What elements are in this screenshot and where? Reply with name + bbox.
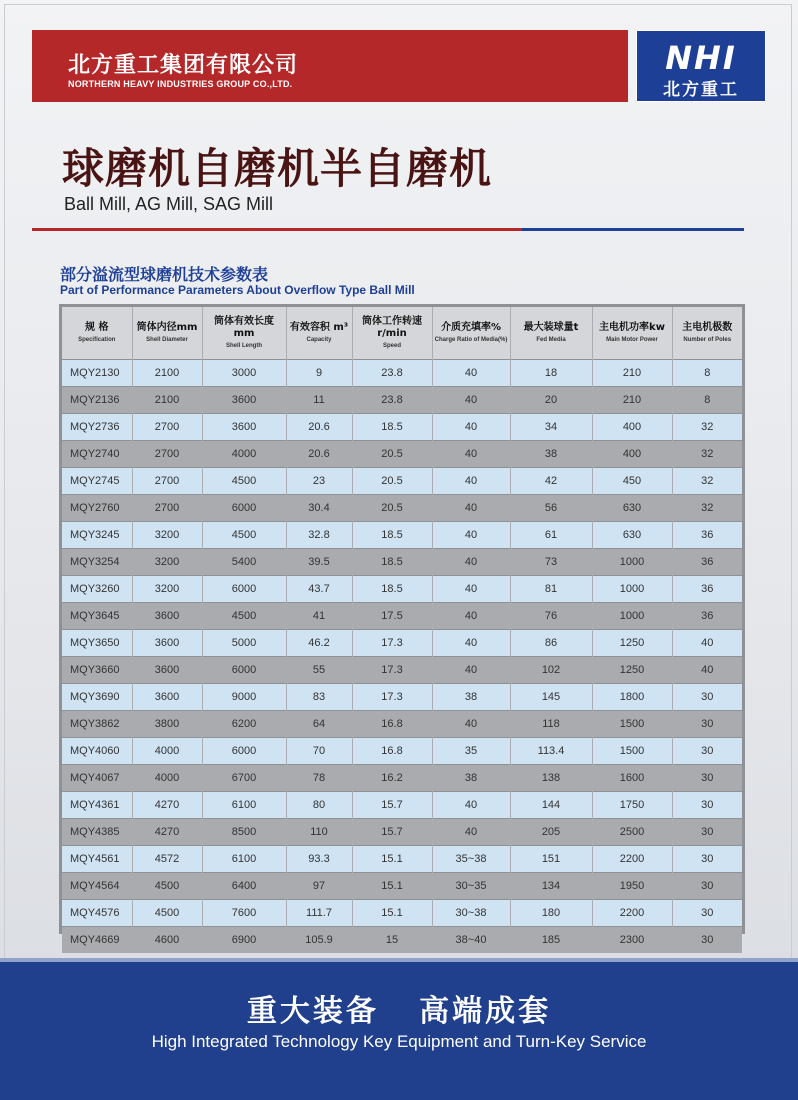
table-cell: 40 xyxy=(432,522,510,549)
table-row xyxy=(62,387,742,414)
table-cell: 20.5 xyxy=(352,495,432,522)
table-cell: 4500 xyxy=(202,468,286,495)
table-cell: 20.6 xyxy=(286,414,352,441)
table-row xyxy=(62,657,742,684)
table-cell: 35 xyxy=(432,738,510,765)
column-header-en: Charge Ratio of Media(%) xyxy=(434,336,508,343)
table-cell: 6000 xyxy=(202,495,286,522)
page-title-cn: 球磨机自磨机半自磨机 xyxy=(62,144,493,193)
table-cell: 2700 xyxy=(132,495,202,522)
column-header xyxy=(672,307,742,360)
table-cell: 180 xyxy=(510,900,592,927)
table-cell: 3600 xyxy=(132,630,202,657)
table-cell: 56 xyxy=(510,495,592,522)
table-cell: 3600 xyxy=(132,684,202,711)
table-row xyxy=(62,441,742,468)
company-name-en: NORTHERN HEAVY INDUSTRIES GROUP CO.,LTD. xyxy=(68,79,293,89)
table-cell: 30 xyxy=(672,927,742,954)
table-cell: 4572 xyxy=(132,846,202,873)
column-header xyxy=(62,307,132,360)
table-row xyxy=(62,630,742,657)
column-header-en: Capacity xyxy=(306,336,332,343)
column-header xyxy=(352,307,432,360)
table-cell: 17.3 xyxy=(352,630,432,657)
column-header-en: Shell Length xyxy=(226,342,262,349)
table-cell: 20.6 xyxy=(286,441,352,468)
table-cell: 18 xyxy=(510,360,592,387)
table-cell: 40 xyxy=(432,360,510,387)
table-cell: 9 xyxy=(286,360,352,387)
table-cell: 4500 xyxy=(132,873,202,900)
table-cell: 3000 xyxy=(202,360,286,387)
table-row xyxy=(62,765,742,792)
column-header xyxy=(132,307,202,360)
spec-cell: MQY3260 xyxy=(62,576,132,603)
table-cell: 40 xyxy=(432,468,510,495)
table-cell: 43.7 xyxy=(286,576,352,603)
table-cell: 15 xyxy=(352,927,432,954)
table-cell: 6200 xyxy=(202,711,286,738)
table-cell: 55 xyxy=(286,657,352,684)
table-cell: 17.5 xyxy=(352,603,432,630)
table-cell: 15.7 xyxy=(352,819,432,846)
table-cell: 1600 xyxy=(592,765,672,792)
table-cell: 40 xyxy=(672,630,742,657)
table-cell: 16.8 xyxy=(352,738,432,765)
table-cell: 8 xyxy=(672,360,742,387)
table-cell: 6900 xyxy=(202,927,286,954)
table-cell: 30 xyxy=(672,819,742,846)
table-row xyxy=(62,873,742,900)
table-cell: 36 xyxy=(672,549,742,576)
table-cell: 70 xyxy=(286,738,352,765)
table-cell: 4500 xyxy=(132,900,202,927)
table-row xyxy=(62,549,742,576)
table-row xyxy=(62,495,742,522)
footer-slogan-cn: 重大装备 高端成套 xyxy=(246,994,552,1029)
table-cell: 185 xyxy=(510,927,592,954)
table-cell: 4000 xyxy=(132,765,202,792)
table-cell: 400 xyxy=(592,441,672,468)
table-cell: 40 xyxy=(432,576,510,603)
logo-text: NHI xyxy=(665,39,737,77)
table-row xyxy=(62,900,742,927)
spec-cell: MQY3690 xyxy=(62,684,132,711)
table-cell: 2700 xyxy=(132,468,202,495)
spec-cell: MQY4564 xyxy=(62,873,132,900)
table-cell: 4000 xyxy=(132,738,202,765)
table-cell: 32 xyxy=(672,495,742,522)
table-cell: 5400 xyxy=(202,549,286,576)
table-cell: 145 xyxy=(510,684,592,711)
table-cell: 2500 xyxy=(592,819,672,846)
table-cell: 40 xyxy=(432,495,510,522)
table-cell: 3200 xyxy=(132,549,202,576)
table-cell: 30 xyxy=(672,711,742,738)
title-divider-blue xyxy=(522,228,744,231)
table-cell: 20.5 xyxy=(352,468,432,495)
spec-cell: MQY4067 xyxy=(62,765,132,792)
column-header-cn: 筒体内径mm xyxy=(136,321,198,333)
nhi-logo xyxy=(636,30,766,102)
table-cell: 93.3 xyxy=(286,846,352,873)
table-cell: 6400 xyxy=(202,873,286,900)
table-cell: 1000 xyxy=(592,603,672,630)
table-row xyxy=(62,819,742,846)
table-cell: 118 xyxy=(510,711,592,738)
table-cell: 30 xyxy=(672,900,742,927)
table-cell: 15.1 xyxy=(352,900,432,927)
parameters-table xyxy=(62,307,742,953)
table-cell: 18.5 xyxy=(352,522,432,549)
table-cell: 36 xyxy=(672,603,742,630)
column-header-cn: 筒体有效长度 mm xyxy=(214,315,274,339)
table-cell: 3200 xyxy=(132,522,202,549)
table-row xyxy=(62,360,742,387)
table-cell: 3600 xyxy=(202,387,286,414)
table-cell: 40 xyxy=(672,657,742,684)
table-cell: 2100 xyxy=(132,360,202,387)
spec-cell: MQY2736 xyxy=(62,414,132,441)
table-cell: 1500 xyxy=(592,711,672,738)
column-header-en: Shell Diameter xyxy=(146,336,188,343)
column-header-cn: 规 格 xyxy=(85,321,109,333)
spec-cell: MQY4060 xyxy=(62,738,132,765)
table-cell: 110 xyxy=(286,819,352,846)
table-cell: 144 xyxy=(510,792,592,819)
column-header-cn: 介质充填率% xyxy=(440,321,502,333)
column-header xyxy=(202,307,286,360)
table-cell: 38 xyxy=(432,765,510,792)
table-cell: 15.1 xyxy=(352,873,432,900)
table-cell: 46.2 xyxy=(286,630,352,657)
table-cell: 11 xyxy=(286,387,352,414)
table-cell: 4500 xyxy=(202,522,286,549)
table-cell: 1000 xyxy=(592,576,672,603)
table-cell: 18.5 xyxy=(352,414,432,441)
table-cell: 2300 xyxy=(592,927,672,954)
table-cell: 40 xyxy=(432,387,510,414)
table-cell: 4500 xyxy=(202,603,286,630)
table-cell: 4000 xyxy=(202,441,286,468)
table-cell: 34 xyxy=(510,414,592,441)
table-body xyxy=(62,360,742,954)
table-cell: 40 xyxy=(432,549,510,576)
table-cell: 30~35 xyxy=(432,873,510,900)
spec-cell: MQY2760 xyxy=(62,495,132,522)
table-cell: 30.4 xyxy=(286,495,352,522)
table-row xyxy=(62,468,742,495)
table-cell: 4270 xyxy=(132,819,202,846)
table-cell: 4270 xyxy=(132,792,202,819)
title-divider-red xyxy=(32,228,522,231)
table-cell: 40 xyxy=(432,792,510,819)
table-row xyxy=(62,522,742,549)
table-cell: 40 xyxy=(432,414,510,441)
table-cell: 39.5 xyxy=(286,549,352,576)
table-cell: 42 xyxy=(510,468,592,495)
table-cell: 97 xyxy=(286,873,352,900)
spec-cell: MQY4361 xyxy=(62,792,132,819)
table-cell: 102 xyxy=(510,657,592,684)
table-cell: 6700 xyxy=(202,765,286,792)
table-cell: 3800 xyxy=(132,711,202,738)
table-cell: 9000 xyxy=(202,684,286,711)
table-cell: 1950 xyxy=(592,873,672,900)
table-cell: 32.8 xyxy=(286,522,352,549)
footer-banner xyxy=(0,958,798,1100)
table-cell: 1500 xyxy=(592,738,672,765)
table-cell: 81 xyxy=(510,576,592,603)
table-row xyxy=(62,738,742,765)
table-cell: 61 xyxy=(510,522,592,549)
table-cell: 15.1 xyxy=(352,846,432,873)
table-cell: 30~38 xyxy=(432,900,510,927)
spec-cell: MQY3645 xyxy=(62,603,132,630)
table-cell: 8500 xyxy=(202,819,286,846)
table-cell: 40 xyxy=(432,657,510,684)
table-cell: 30 xyxy=(672,873,742,900)
table-cell: 83 xyxy=(286,684,352,711)
column-header-en: Fed Media xyxy=(536,336,566,343)
table-cell: 2100 xyxy=(132,387,202,414)
table-cell: 205 xyxy=(510,819,592,846)
table-cell: 450 xyxy=(592,468,672,495)
column-header xyxy=(432,307,510,360)
table-cell: 32 xyxy=(672,468,742,495)
parameters-table-frame xyxy=(59,304,745,946)
table-cell: 1800 xyxy=(592,684,672,711)
table-cell: 1250 xyxy=(592,657,672,684)
spec-cell: MQY3862 xyxy=(62,711,132,738)
spec-cell: MQY3245 xyxy=(62,522,132,549)
table-cell: 23 xyxy=(286,468,352,495)
spec-cell: MQY3254 xyxy=(62,549,132,576)
table-cell: 30 xyxy=(672,684,742,711)
table-cell: 17.3 xyxy=(352,657,432,684)
table-cell: 20.5 xyxy=(352,441,432,468)
spec-cell: MQY2136 xyxy=(62,387,132,414)
section-title-en: Part of Performance Parameters About Overflow Type Ball Mill xyxy=(60,283,415,297)
table-cell: 76 xyxy=(510,603,592,630)
column-header-en: Speed xyxy=(382,342,401,349)
spec-cell: MQY4576 xyxy=(62,900,132,927)
table-cell: 16.2 xyxy=(352,765,432,792)
spec-cell: MQY3660 xyxy=(62,657,132,684)
table-cell: 1250 xyxy=(592,630,672,657)
table-cell: 2200 xyxy=(592,846,672,873)
table-cell: 210 xyxy=(592,360,672,387)
table-cell: 40 xyxy=(432,630,510,657)
table-cell: 7600 xyxy=(202,900,286,927)
table-cell: 134 xyxy=(510,873,592,900)
table-cell: 23.8 xyxy=(352,360,432,387)
table-row xyxy=(62,711,742,738)
table-cell: 2700 xyxy=(132,441,202,468)
column-header-cn: 最大装球量t xyxy=(523,321,579,333)
table-cell: 40 xyxy=(432,711,510,738)
table-cell: 40 xyxy=(432,441,510,468)
table-row xyxy=(62,576,742,603)
table-cell: 210 xyxy=(592,387,672,414)
table-row xyxy=(62,846,742,873)
table-cell: 38 xyxy=(432,684,510,711)
table-cell: 18.5 xyxy=(352,576,432,603)
table-cell: 1000 xyxy=(592,549,672,576)
table-row xyxy=(62,684,742,711)
table-cell: 78 xyxy=(286,765,352,792)
table-cell: 2700 xyxy=(132,414,202,441)
column-header xyxy=(592,307,672,360)
table-cell: 5000 xyxy=(202,630,286,657)
spec-cell: MQY2745 xyxy=(62,468,132,495)
logo-text-cn: 北方重工 xyxy=(663,80,739,100)
table-cell: 6100 xyxy=(202,846,286,873)
table-cell: 36 xyxy=(672,522,742,549)
table-cell: 41 xyxy=(286,603,352,630)
table-row xyxy=(62,603,742,630)
table-cell: 73 xyxy=(510,549,592,576)
table-cell: 1750 xyxy=(592,792,672,819)
company-name-cn: 北方重工集团有限公司 xyxy=(68,53,299,78)
spec-cell: MQY4385 xyxy=(62,819,132,846)
table-cell: 151 xyxy=(510,846,592,873)
table-cell: 138 xyxy=(510,765,592,792)
column-header-en: Number of Poles xyxy=(683,336,732,343)
table-cell: 6000 xyxy=(202,738,286,765)
table-cell: 32 xyxy=(672,441,742,468)
table-cell: 36 xyxy=(672,576,742,603)
table-cell: 113.4 xyxy=(510,738,592,765)
table-cell: 86 xyxy=(510,630,592,657)
table-cell: 8 xyxy=(672,387,742,414)
column-header xyxy=(510,307,592,360)
column-header-cn: 主电机极数 xyxy=(682,321,733,333)
spec-cell: MQY2740 xyxy=(62,441,132,468)
table-cell: 64 xyxy=(286,711,352,738)
spec-cell: MQY4561 xyxy=(62,846,132,873)
footer-slogan-en: High Integrated Technology Key Equipment and Turn-Key Service xyxy=(151,1032,647,1051)
table-cell: 30 xyxy=(672,792,742,819)
table-cell: 4600 xyxy=(132,927,202,954)
table-cell: 80 xyxy=(286,792,352,819)
column-header-cn: 有效容积 m³ xyxy=(289,321,349,333)
table-cell: 3600 xyxy=(132,657,202,684)
table-cell: 40 xyxy=(432,819,510,846)
table-cell: 18.5 xyxy=(352,549,432,576)
section-title-cn: 部分溢流型球磨机技术参数表 xyxy=(60,265,269,284)
table-cell: 38~40 xyxy=(432,927,510,954)
table-cell: 32 xyxy=(672,414,742,441)
table-cell: 2200 xyxy=(592,900,672,927)
table-cell: 40 xyxy=(432,603,510,630)
table-cell: 630 xyxy=(592,495,672,522)
column-header xyxy=(286,307,352,360)
table-cell: 20 xyxy=(510,387,592,414)
table-cell: 6100 xyxy=(202,792,286,819)
table-header-row xyxy=(62,307,742,360)
table-cell: 400 xyxy=(592,414,672,441)
table-cell: 3200 xyxy=(132,576,202,603)
table-cell: 30 xyxy=(672,765,742,792)
table-cell: 16.8 xyxy=(352,711,432,738)
table-row xyxy=(62,414,742,441)
column-header-cn: 筒体工作转速 r/min xyxy=(362,315,422,339)
table-cell: 105.9 xyxy=(286,927,352,954)
spec-cell: MQY2130 xyxy=(62,360,132,387)
table-cell: 111.7 xyxy=(286,900,352,927)
table-cell: 38 xyxy=(510,441,592,468)
column-header-en: Specification xyxy=(78,336,116,343)
table-row xyxy=(62,927,742,954)
spec-cell: MQY3650 xyxy=(62,630,132,657)
column-header-cn: 主电机功率kw xyxy=(599,321,665,333)
table-cell: 30 xyxy=(672,738,742,765)
table-row xyxy=(62,792,742,819)
page-title-en: Ball Mill, AG Mill, SAG Mill xyxy=(64,194,274,214)
table-cell: 3600 xyxy=(132,603,202,630)
table-cell: 17.3 xyxy=(352,684,432,711)
column-header-en: Main Motor Power xyxy=(606,336,658,343)
table-cell: 6000 xyxy=(202,576,286,603)
table-cell: 23.8 xyxy=(352,387,432,414)
table-cell: 630 xyxy=(592,522,672,549)
table-cell: 30 xyxy=(672,846,742,873)
spec-cell: MQY4669 xyxy=(62,927,132,954)
table-cell: 3600 xyxy=(202,414,286,441)
table-cell: 15.7 xyxy=(352,792,432,819)
table-cell: 6000 xyxy=(202,657,286,684)
table-header xyxy=(62,307,742,360)
table-cell: 35~38 xyxy=(432,846,510,873)
